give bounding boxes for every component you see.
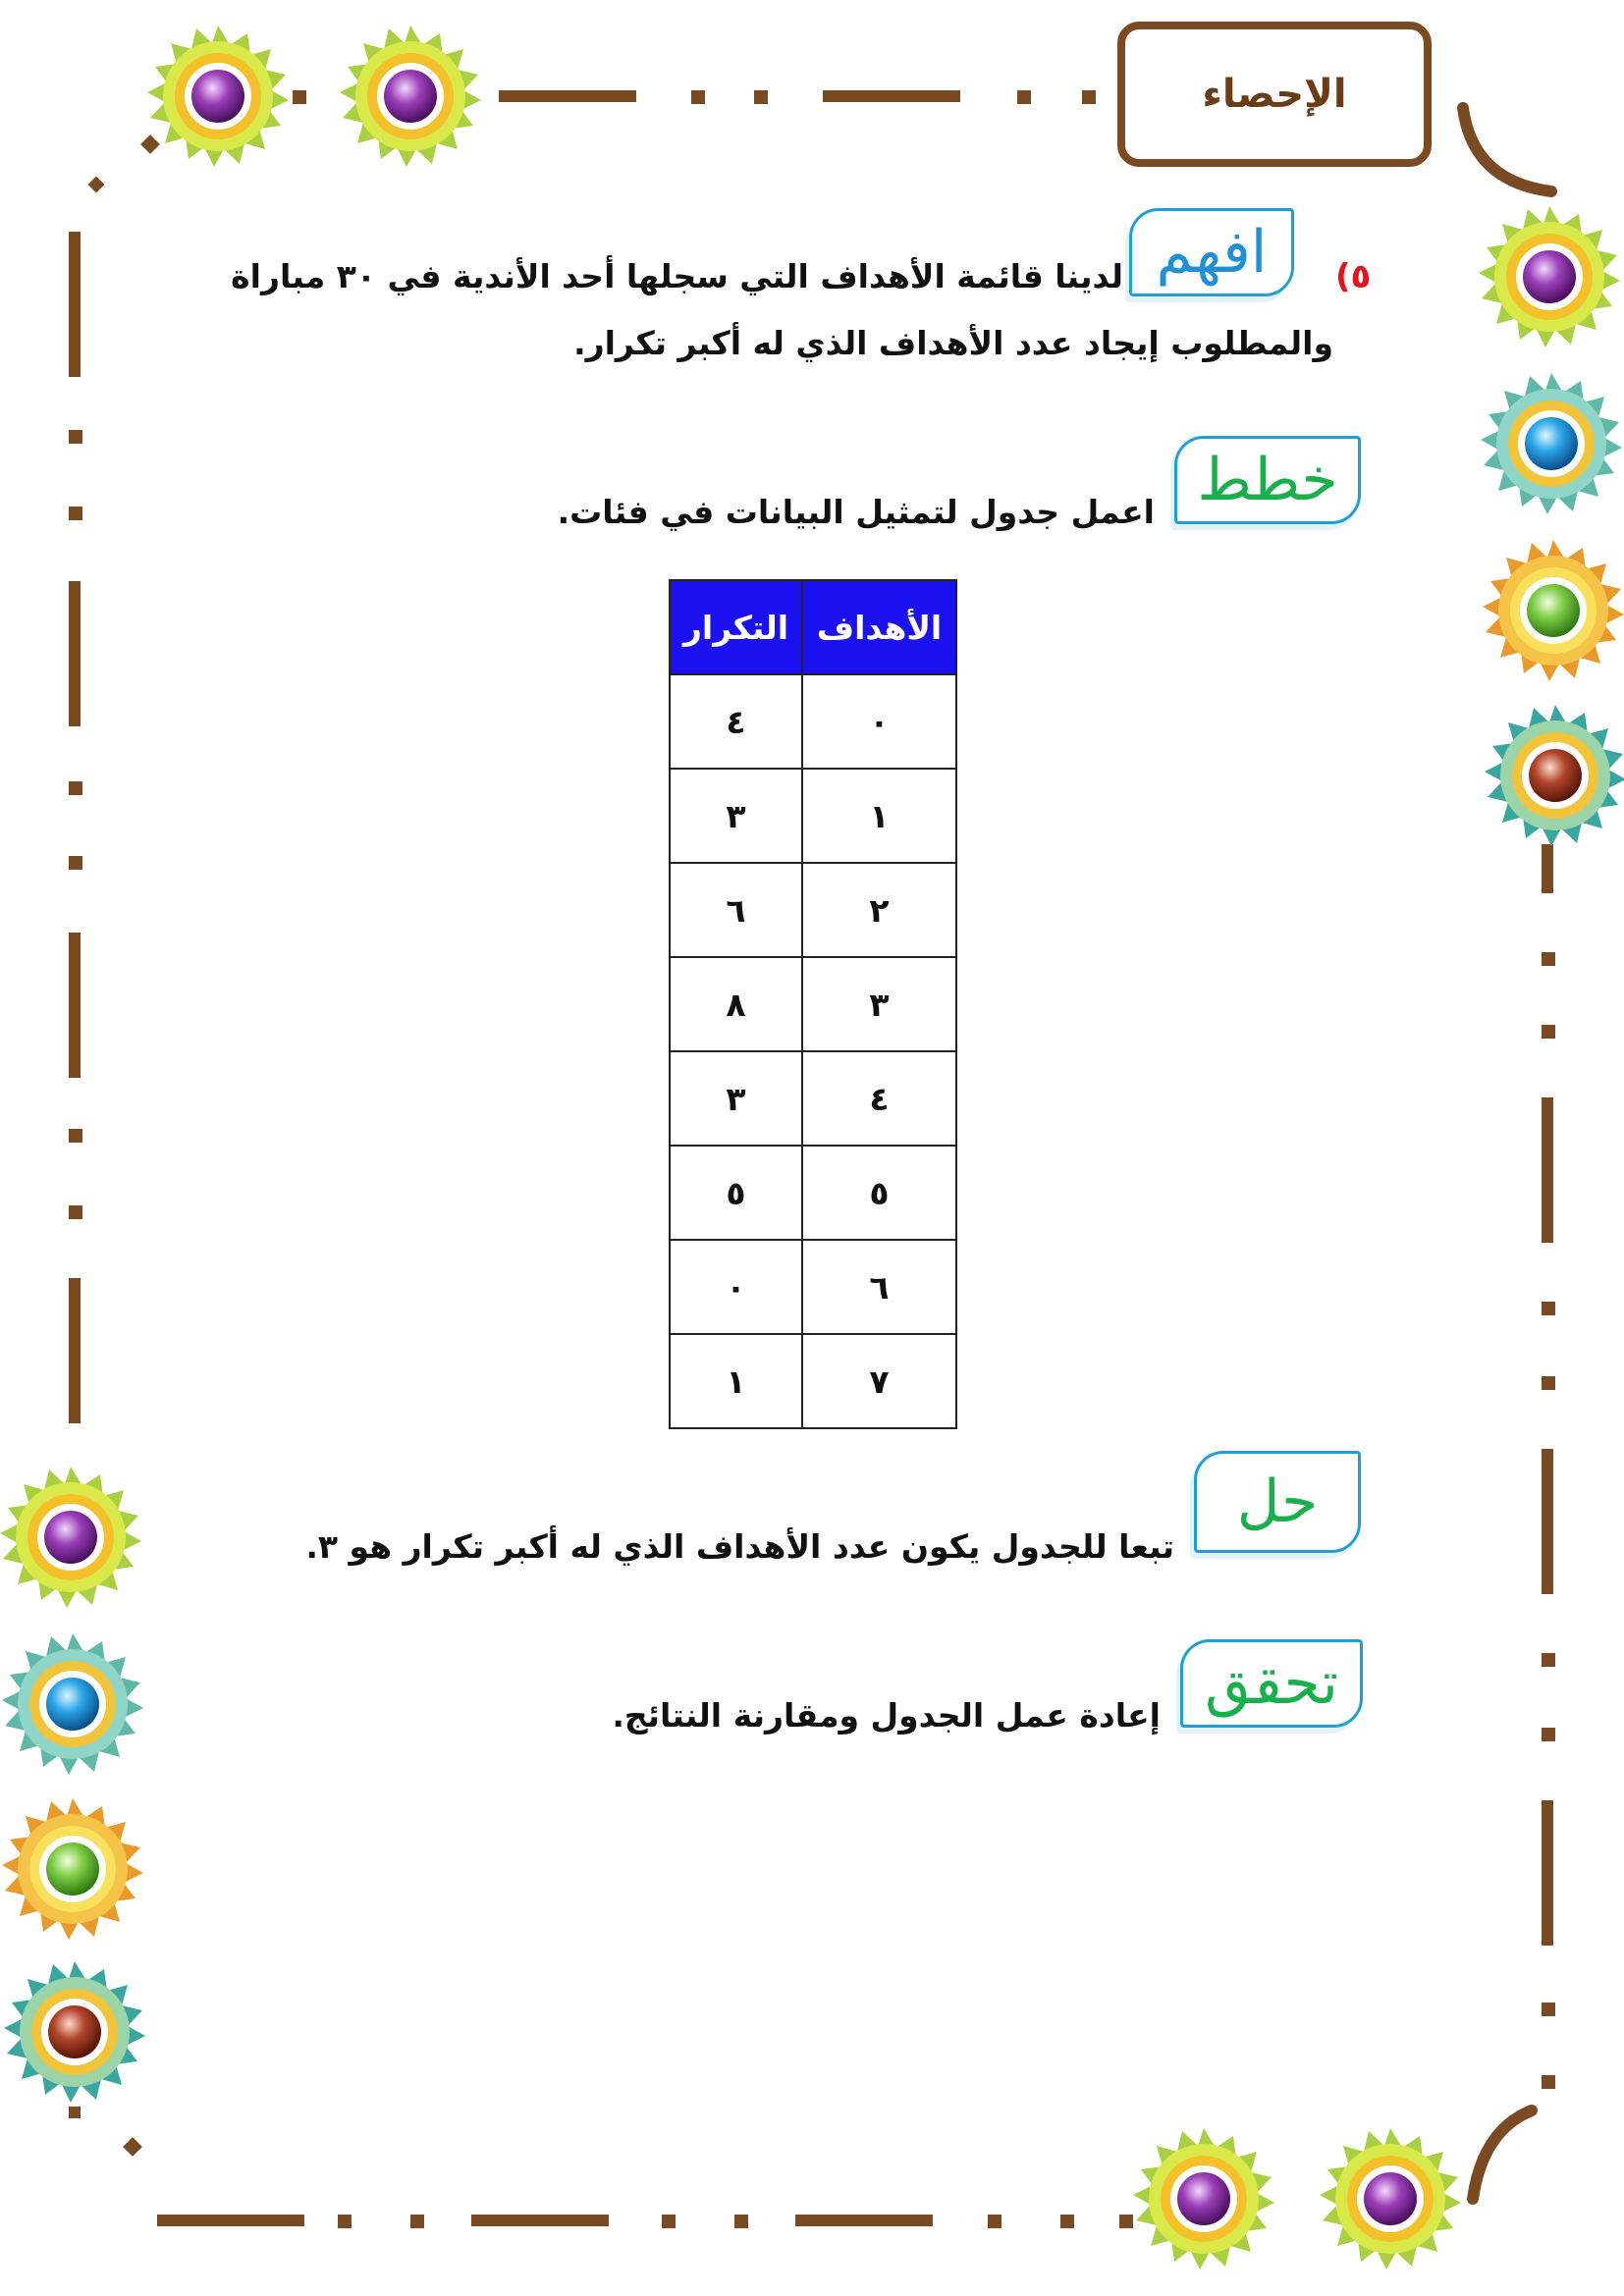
cell-goals: ٠ xyxy=(802,674,956,769)
cell-goals: ٦ xyxy=(802,1240,956,1334)
cell-frequency: ٣ xyxy=(670,769,802,863)
table-row xyxy=(670,1051,956,1146)
header-goals: الأهداف xyxy=(802,580,956,674)
problem-line-2: والمطلوب إيجاد عدد الأهداف الذي له أكبر تكرار. xyxy=(573,324,1333,362)
question-number: ٥) xyxy=(1335,257,1372,296)
table-row xyxy=(670,1240,956,1334)
title-box xyxy=(1117,22,1432,167)
understand-label: افهم xyxy=(1156,218,1268,287)
table-row xyxy=(670,1146,956,1240)
table-row xyxy=(670,957,956,1051)
solve-badge xyxy=(1194,1451,1361,1553)
cell-goals: ٥ xyxy=(802,1146,956,1240)
table-row xyxy=(670,1334,956,1428)
table-header-row xyxy=(670,580,956,674)
page-title: الإحصاء xyxy=(1202,72,1347,117)
solve-label: حل xyxy=(1236,1468,1319,1536)
plan-text: اعمل جدول لتمثيل البيانات في فئات. xyxy=(557,493,1155,531)
cell-goals: ٢ xyxy=(802,863,956,957)
cell-goals: ٤ xyxy=(802,1051,956,1146)
problem-line-1: لدينا قائمة الأهداف التي سجلها أحد الأندية في ٣٠ مباراة xyxy=(231,257,1123,295)
check-text: إعادة عمل الجدول ومقارنة النتائج. xyxy=(612,1696,1161,1735)
cell-goals: ٧ xyxy=(802,1334,956,1428)
plan-label: خطط xyxy=(1197,446,1338,514)
cell-frequency: ٠ xyxy=(670,1240,802,1334)
plan-badge xyxy=(1174,436,1361,524)
table-row xyxy=(670,769,956,863)
cell-frequency: ٥ xyxy=(670,1146,802,1240)
cell-goals: ١ xyxy=(802,769,956,863)
header-frequency: التكرار xyxy=(670,580,802,674)
check-badge xyxy=(1180,1639,1363,1728)
check-label: تحقق xyxy=(1205,1649,1338,1718)
table-row xyxy=(670,674,956,769)
cell-frequency: ٣ xyxy=(670,1051,802,1146)
table-row xyxy=(670,863,956,957)
cell-frequency: ٨ xyxy=(670,957,802,1051)
cell-frequency: ٤ xyxy=(670,674,802,769)
cell-goals: ٣ xyxy=(802,957,956,1051)
frequency-table xyxy=(669,579,957,1429)
cell-frequency: ٦ xyxy=(670,863,802,957)
solve-text: تبعا للجدول يكون عدد الأهداف الذي له أكبر تكرار هو ٣. xyxy=(305,1527,1174,1566)
cell-frequency: ١ xyxy=(670,1334,802,1428)
understand-badge xyxy=(1129,208,1294,296)
